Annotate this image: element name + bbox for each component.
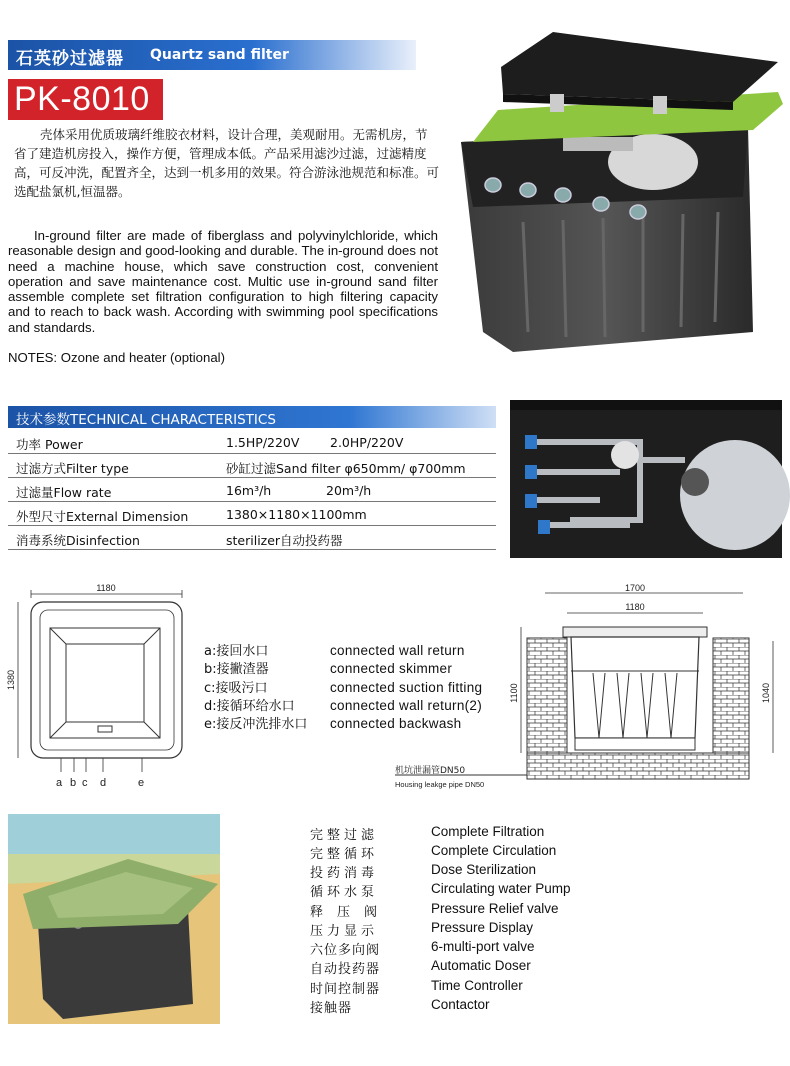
- feature-cn: 循环水泵: [310, 885, 379, 900]
- tech-row: [8, 455, 496, 478]
- tech-value: 1.5HP/220V: [226, 435, 300, 450]
- legend-cn: b:接撇渣器: [204, 662, 269, 677]
- feature-cn: 释压阀: [310, 905, 392, 920]
- tech-label: 消毒系统Disinfection: [16, 533, 140, 548]
- product-image: [453, 32, 783, 362]
- tech-value-2: 20m³/h: [326, 483, 372, 498]
- pipes-photo: [510, 400, 782, 558]
- legend-en: connected skimmer: [330, 661, 453, 676]
- feature-en: Complete Circulation: [431, 843, 557, 858]
- legend-cn: a:接回水口: [204, 644, 269, 659]
- tech-label: 过滤方式Filter type: [16, 461, 129, 476]
- installed-scene-image: [8, 814, 220, 1024]
- notes: NOTES: Ozone and heater (optional): [8, 350, 225, 365]
- feature-cn: 投药消毒: [310, 866, 379, 881]
- feature-cn: 接触器: [310, 1001, 353, 1016]
- section-drawing: [385, 583, 785, 793]
- feature-en: Time Controller: [431, 978, 523, 993]
- feature-en: Complete Filtration: [431, 824, 545, 839]
- description-en: In-ground filter are made of fiberglass and polyvinylchloride, which reasonable design and good-looking and durable. The in-ground does not need a machine house, which save construction cost, convenient operation and save maintenance cost. Multic use in-ground sand filter assemble complete set filtration configuration to high filtering capacity and to reach to back wash. According with swimming pool specifications and standards.: [8, 228, 438, 335]
- feature-en: Pressure Relief valve: [431, 901, 559, 916]
- model-number: PK-8010: [14, 80, 150, 118]
- feature-en: Contactor: [431, 997, 490, 1012]
- tech-row: [8, 479, 496, 502]
- feature-cn: 六位多向阀: [310, 943, 381, 958]
- legend-en: connected backwash: [330, 716, 462, 731]
- tech-row: [8, 527, 496, 550]
- feature-en: 6-multi-port valve: [431, 939, 535, 954]
- tech-row: [8, 431, 496, 454]
- drain-label-en: Housing leakge pipe DN50: [395, 780, 485, 789]
- feature-cn: 完整过滤: [310, 828, 379, 843]
- feature-en: Automatic Doser: [431, 958, 531, 973]
- legend-en: connected wall return(2): [330, 698, 483, 713]
- tech-label: 外型尺寸External Dimension: [16, 509, 189, 524]
- outer-width-label: 1700: [624, 583, 646, 593]
- feature-cn: 完整循环: [310, 847, 379, 862]
- plan-width-label: 1180: [96, 583, 116, 593]
- tech-row: [8, 503, 496, 526]
- tech-value: 砂缸过滤Sand filter φ650mm/ φ700mm: [226, 461, 466, 476]
- feature-cn: 压力显示: [310, 924, 379, 939]
- legend-cn: e:接反冲洗排水口: [204, 717, 308, 732]
- port-label: e: [138, 777, 145, 789]
- description-cn: 壳体采用优质玻璃纤维胶衣材料，设计合理，美观耐用。无需机房，节省了建造机房投入，操作方便，管理成本低。产品采用滤沙过滤，过滤精度高，可反冲洗，配置齐全，达到一机多用的效果。符合游泳池规范和标准。可选配盐氯机,恒温器。: [14, 127, 440, 199]
- port-label: d: [100, 777, 107, 789]
- legend-en: connected suction fitting: [330, 680, 483, 695]
- port-label: c: [82, 777, 88, 789]
- tech-label: 功率 Power: [16, 437, 83, 452]
- port-label: a: [56, 777, 63, 789]
- feature-cn: 时间控制器: [310, 982, 381, 997]
- height-right-label: 1040: [761, 682, 771, 704]
- tech-value: 1380×1180×1100mm: [226, 507, 367, 522]
- feature-en: Circulating water Pump: [431, 881, 571, 896]
- tech-value: 16m³/h: [226, 483, 272, 498]
- title-en: Quartz sand filter: [150, 47, 289, 63]
- tech-title: 技术参数TECHNICAL CHARACTERISTICS: [16, 412, 276, 428]
- tech-value: sterilizer自动投药器: [226, 533, 343, 548]
- title-cn: 石英砂过滤器: [16, 49, 124, 69]
- plan-height-label: 1380: [6, 669, 16, 691]
- legend-cn: c:接吸污口: [204, 681, 268, 696]
- feature-cn: 自动投药器: [310, 962, 381, 977]
- inner-width-label: 1180: [625, 602, 645, 612]
- drain-label-cn: 机坑泄漏管DN50: [395, 766, 466, 776]
- legend-cn: d:接循环给水口: [204, 699, 295, 714]
- height-left-label: 1100: [509, 683, 519, 703]
- tech-label: 过滤量Flow rate: [16, 485, 112, 500]
- legend-en: connected wall return: [330, 643, 465, 658]
- feature-en: Pressure Display: [431, 920, 534, 935]
- feature-en: Dose Sterilization: [431, 862, 537, 877]
- tech-value-2: 2.0HP/220V: [330, 435, 404, 450]
- port-label: b: [70, 777, 77, 789]
- plan-drawing: [8, 580, 198, 790]
